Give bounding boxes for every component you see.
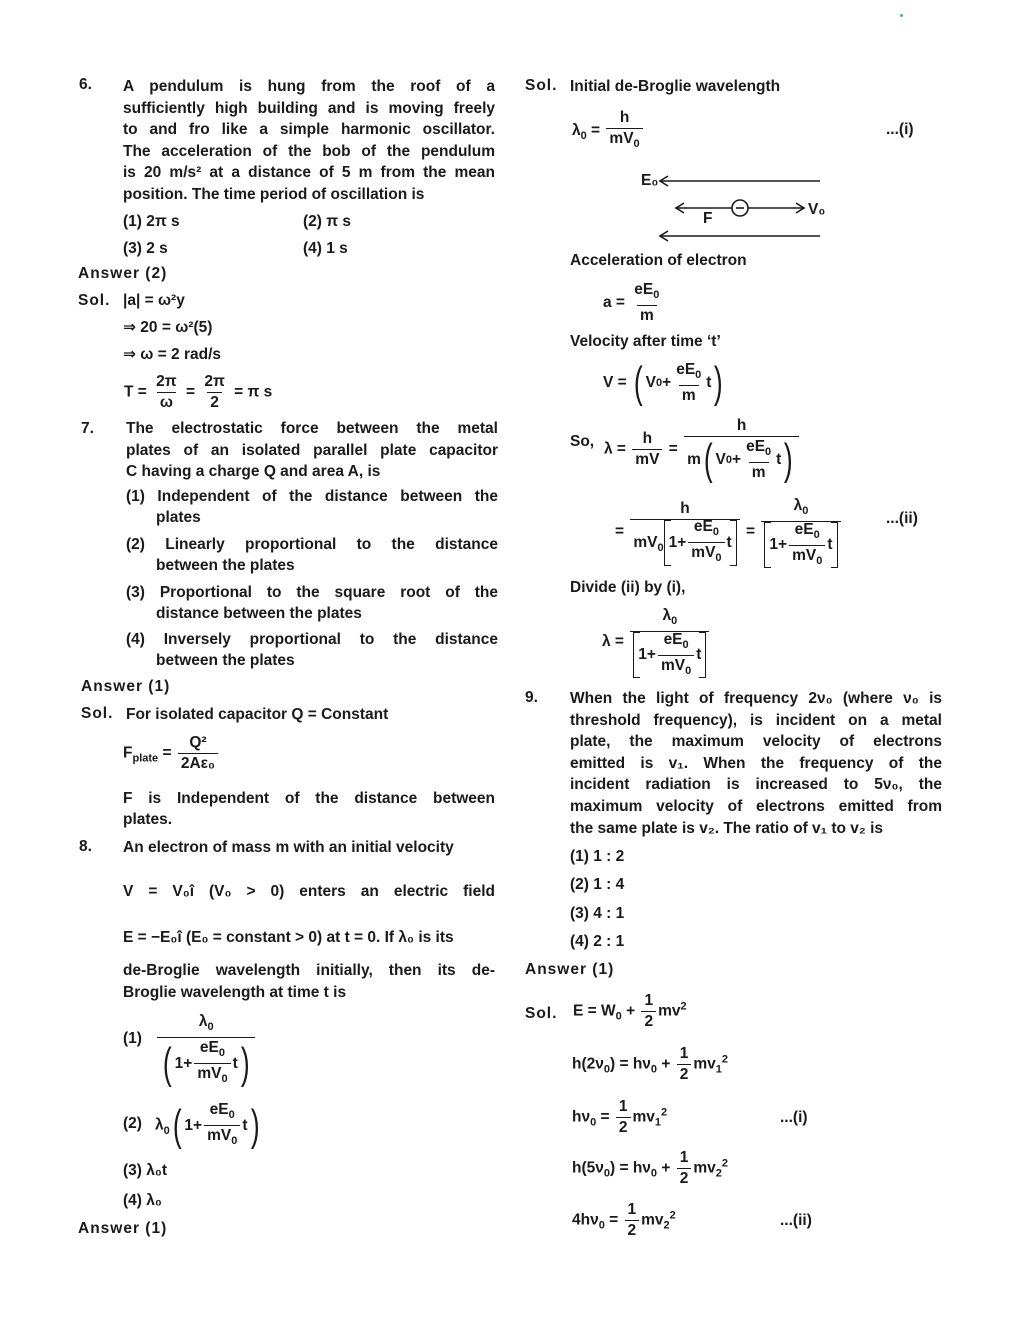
- q7-force-equation: $F_{plate}$ = $\frac{\text{Q²}}{\text{2Aε₀}}$: [123, 733, 220, 774]
- q9-eq-3: $h\nu_0$ = $\frac{1}{2}$ $mv_1^2$: [572, 1098, 668, 1136]
- q6-sol-line-2: ⇒ 20 = ω²(5): [123, 319, 213, 336]
- q9-option-3: (3) 4 : 1: [570, 905, 625, 922]
- q6-sol-line-3: ⇒ ω = 2 rad/s: [123, 346, 222, 363]
- q7-line: plates of an isolated parallel plate capacitor: [126, 441, 498, 459]
- q7-sol-label: Sol.: [81, 705, 114, 722]
- q8-so-label: So,: [570, 433, 595, 450]
- q8-divide-label: Divide (ii) by (i),: [570, 579, 686, 596]
- q9-tag-i: ...(i): [780, 1109, 808, 1126]
- corner-dot: [900, 14, 903, 17]
- q8-acc-equation: a = $\frac{eE_0}{m}$: [603, 281, 660, 325]
- q7-number: 7.: [81, 420, 94, 437]
- q6-t-lhs: T =: [124, 383, 147, 401]
- q8-diagram-velocity-label: V₀: [808, 201, 826, 218]
- q8-diagram-force-label: F: [703, 210, 713, 227]
- q8-number: 8.: [79, 838, 92, 855]
- q7-sol-end-2: plates.: [123, 811, 173, 828]
- q7-option-4a: (4) Inversely proportional to the distance: [126, 631, 498, 648]
- q7-option-3b: distance between the plates: [156, 605, 362, 622]
- q9-eq-2: $h(2\nu_0) = h\nu_0$ + $\frac{1}{2}$ $mv_1^2$: [572, 1045, 728, 1083]
- q6-t-den2: 2: [207, 392, 222, 413]
- q8-vel-equation: V = ( V 0 + $\frac{eE_0}{m}$ t ): [603, 358, 724, 408]
- q7-option-2b: between the plates: [156, 557, 295, 574]
- q9-option-1: (1) 1 : 2: [570, 848, 625, 865]
- q6-line: The acceleration of the bob of the pendulum: [123, 142, 495, 160]
- q6-period-equation: T = $\frac{2\pi}{\omega}$ = $\frac{2\pi}{2}$ = π s: [124, 373, 273, 411]
- q8-sol-title: Initial de-Broglie wavelength: [570, 78, 781, 95]
- q7-f-sub: plate: [132, 752, 159, 765]
- q8-option-2-expression: $\lambda_0$ ( 1+ $\frac{eE_0}{mV_0}$ t ): [155, 1100, 260, 1150]
- q7-option-1b: plates: [156, 509, 201, 526]
- q8-tag-i: ...(i): [886, 121, 914, 138]
- q8-line-1: An electron of mass m with an initial velocity: [123, 839, 454, 856]
- q7-option-2a: (2) Linearly proportional to the distance: [126, 536, 498, 553]
- q7-line: C having a charge Q and area A, is: [126, 463, 381, 481]
- q7-f-num: Q²: [189, 734, 207, 751]
- q7-answer: Answer (1): [81, 678, 171, 695]
- q6-line: position. The time period of oscillation is: [123, 185, 425, 203]
- q7-option-4b: between the plates: [156, 652, 295, 669]
- q9-line: When the light of frequency 2ν₀ (where ν₀ is: [570, 690, 942, 707]
- q9-eq-4: $h(5\nu_0) = h\nu_0$ + $\frac{1}{2}$ $mv_2^2$: [572, 1149, 728, 1187]
- q7-line: The electrostatic force between the metal: [126, 420, 498, 437]
- q7-f-den: 2Aε₀: [178, 753, 218, 774]
- q6-option-4: (4) 1 s: [303, 240, 348, 257]
- q8-option-3: (3) λ₀t: [123, 1162, 168, 1179]
- q9-line: the same plate is v₂. The ratio of v₁ to v₂ is: [570, 819, 884, 837]
- q8-option-4: (4) λ₀: [123, 1192, 162, 1209]
- q6-option-1: (1) 2π s: [123, 213, 180, 230]
- q6-option-2: (2) π s: [303, 213, 352, 230]
- q7-option-3a: (3) Proportional to the square root of the: [126, 584, 498, 601]
- q9-option-2: (2) 1 : 4: [570, 876, 625, 893]
- q8-line-5: Broglie wavelength at time t is: [123, 984, 347, 1001]
- q6-stem: [123, 76, 495, 206]
- q9-tag-ii: ...(ii): [780, 1212, 812, 1229]
- q8-acc-label: Acceleration of electron: [570, 252, 747, 269]
- q8-option-2-label: (2): [123, 1115, 142, 1132]
- q8-line-2: V = V₀î (V₀ > 0) enters an electric field: [123, 883, 495, 900]
- q9-stem: [570, 688, 942, 839]
- q9-line: plate, the maximum velocity of electrons: [570, 733, 942, 751]
- q6-line: is 20 m/s² at a distance of 5 m from the mean: [123, 164, 495, 182]
- q8-line-3: E = −E₀î (E₀ = constant > 0) at t = 0. If λ₀ is its: [123, 929, 454, 946]
- q6-number: 6.: [79, 76, 92, 93]
- q8-lambda0-equation: $\lambda_0$ = $\frac{h}{mV_0}$: [572, 108, 645, 154]
- q6-sol-label: Sol.: [78, 292, 111, 309]
- q6-t-num2: 2π: [204, 373, 225, 390]
- q8-option-1-label: (1): [123, 1030, 142, 1047]
- q6-sol-line-1: |a| = ω²y: [123, 292, 185, 309]
- q8-option-1-expression: $\lambda_0$ ( 1+ $\frac{eE_0}{mV_0}$ t ): [155, 1012, 257, 1089]
- q7-stem: [126, 418, 498, 483]
- q9-line: maximum velocity of electrons emitted from: [570, 797, 942, 815]
- q7-sol-line-1: For isolated capacitor Q = Constant: [126, 706, 389, 723]
- q8-lambda-equation: λ = $\frac{h}{mV}$ = h m ( V 0 + $\frac{eE_0}{m}$ t ): [604, 416, 801, 483]
- q8-line-4: de-Broglie wavelength initially, then its de-: [123, 962, 495, 979]
- q7-f-lhs: F: [123, 744, 133, 762]
- q9-eq-1: $E = W_0$ + $\frac{1}{2}$ $mv^2$: [573, 992, 687, 1030]
- q9-answer: Answer (1): [525, 961, 615, 978]
- q7-sol-end-1: F is Independent of the distance between: [123, 790, 495, 807]
- q9-option-4: (4) 2 : 1: [570, 933, 625, 950]
- q9-eq-5: $4h\nu_0$ = $\frac{1}{2}$ $mv_2^2$: [572, 1201, 676, 1239]
- q6-line: to and fro like a simple harmonic oscillator.: [123, 121, 495, 139]
- q6-t-den1: ω: [157, 392, 176, 413]
- q8-lambda-expanded: = h $mV_0$ 1+ $\frac{eE_0}{mV_0}$ t = $\lambda_0$ 1+ $\frac{eE_0}{mV_0}$ t: [615, 496, 843, 568]
- q9-line: emitted is v₁. When the frequency of the: [570, 754, 942, 772]
- q8-diagram-field-label: E₀: [641, 172, 659, 189]
- q8-final-equation: λ = $\lambda_0$ 1+ $\frac{eE_0}{mV_0}$ t: [602, 606, 711, 678]
- q6-t-rhs: = π s: [234, 383, 273, 401]
- q6-line: sufficiently high building and is moving freely: [123, 99, 495, 117]
- q8-vel-label: Velocity after time ‘t’: [570, 333, 721, 350]
- q8-sol-label: Sol.: [525, 77, 558, 94]
- q9-sol-label: Sol.: [525, 1005, 558, 1022]
- q6-option-3: (3) 2 s: [123, 240, 168, 257]
- q6-answer: Answer (2): [78, 265, 168, 282]
- q8-tag-ii: ...(ii): [886, 510, 918, 527]
- q9-line: incident radiation is increased to 5ν₀, the: [570, 776, 942, 794]
- q6-t-num1: 2π: [156, 373, 177, 390]
- q7-option-1a: (1) Independent of the distance between the: [126, 488, 498, 505]
- q9-line: threshold frequency), is incident on a metal: [570, 711, 942, 729]
- q9-number: 9.: [525, 689, 538, 706]
- q8-answer: Answer (1): [78, 1220, 168, 1237]
- q6-line: A pendulum is hung from the roof of a: [123, 78, 495, 95]
